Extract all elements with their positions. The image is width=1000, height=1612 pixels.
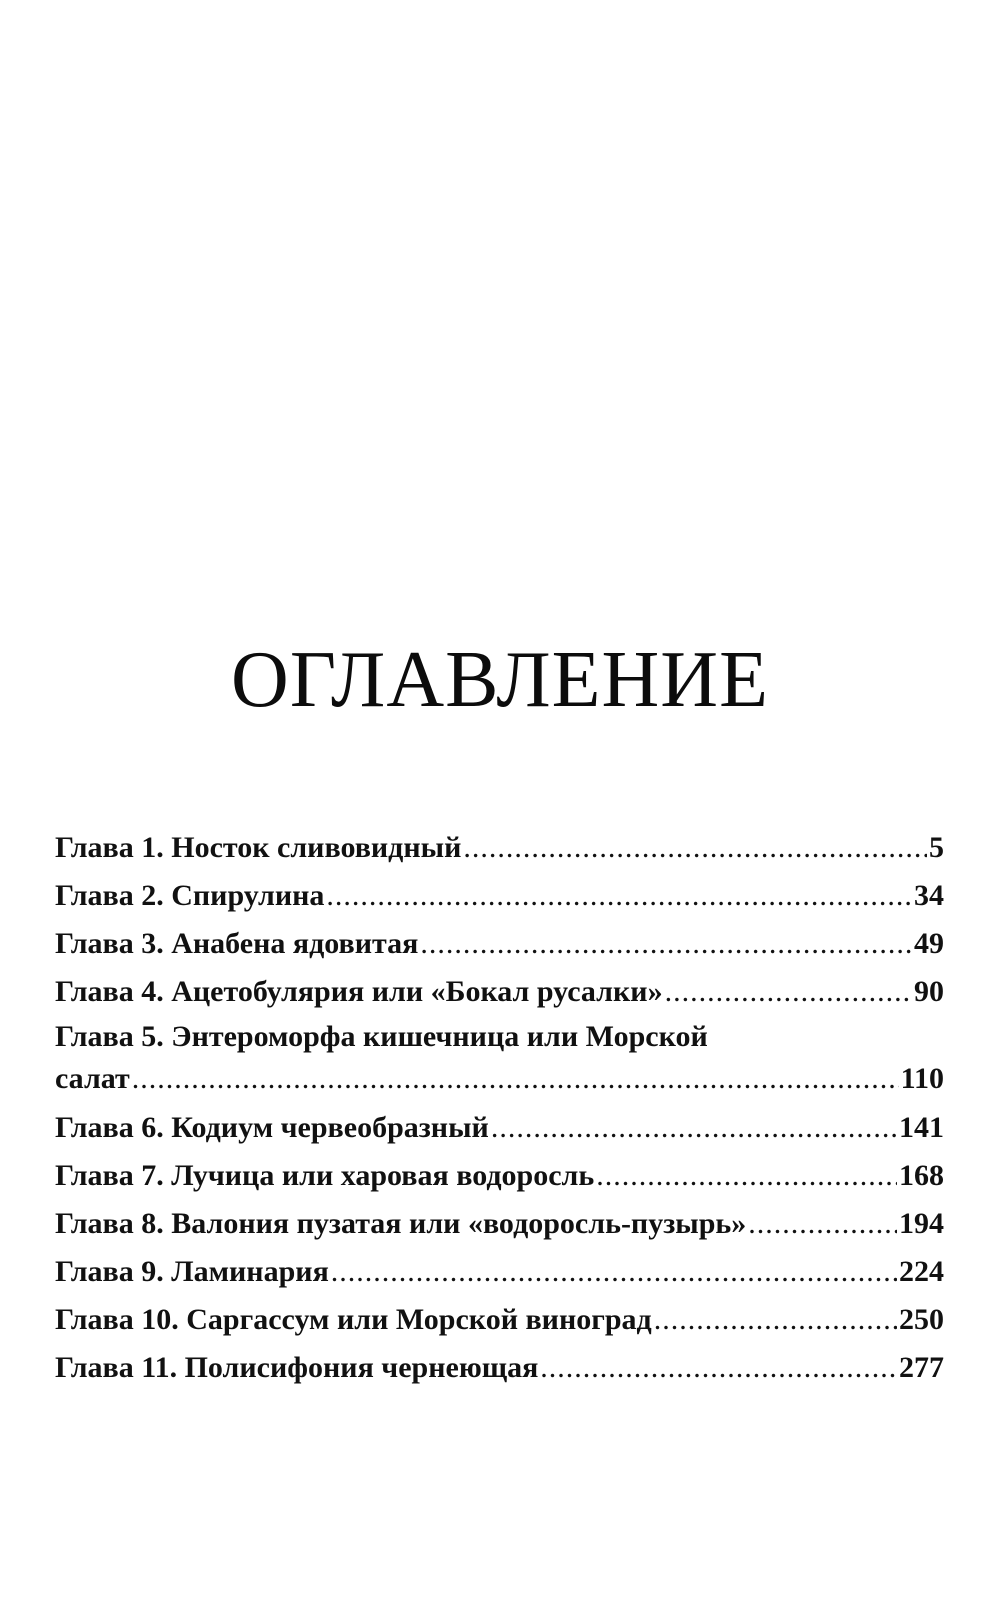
toc-list — [55, 824, 944, 1392]
toc-entry-label-line1: Глава 5. Энтероморфа кишечница или Морской — [55, 1020, 708, 1053]
toc-entry-page: 224 — [899, 1255, 944, 1288]
toc-entry-label: Глава 2. Спирулина — [55, 879, 325, 912]
dot-leader — [654, 1296, 897, 1344]
dot-leader — [132, 1058, 899, 1100]
toc-entry-chapter-2 — [55, 872, 944, 920]
toc-entry-page: 194 — [899, 1207, 944, 1240]
toc-entry-page: 5 — [929, 831, 944, 864]
toc-entry-label: Глава 6. Кодиум червеобразный — [55, 1111, 489, 1144]
toc-entry-chapter-5 — [55, 1016, 944, 1100]
toc-entry-page: 34 — [914, 879, 944, 912]
toc-entry-label: Глава 11. Полисифония чернеющая — [55, 1351, 539, 1384]
toc-entry-chapter-3 — [55, 920, 944, 968]
toc-entry-chapter-9 — [55, 1248, 944, 1296]
toc-entry-label: Глава 10. Саргассум или Морской виноград — [55, 1303, 652, 1336]
dot-leader — [491, 1104, 897, 1152]
toc-entry-page: 277 — [899, 1351, 944, 1384]
toc-entry-page: 141 — [899, 1111, 944, 1144]
toc-entry-page: 168 — [899, 1159, 944, 1192]
dot-leader — [420, 920, 912, 968]
toc-entry-chapter-11 — [55, 1344, 944, 1392]
toc-entry-label-line2: салат — [55, 1062, 130, 1095]
toc-entry-chapter-4 — [55, 968, 944, 1016]
toc-entry-label: Глава 7. Лучица или харовая водоросль — [55, 1159, 595, 1192]
toc-entry-page: 110 — [900, 1062, 944, 1095]
dot-leader — [596, 1152, 897, 1200]
toc-entry-label: Глава 1. Носток сливовидный — [55, 831, 462, 864]
toc-entry-chapter-8 — [55, 1200, 944, 1248]
toc-entry-label: Глава 8. Валония пузатая или «водоросль-пузырь» — [55, 1207, 747, 1240]
dot-leader — [463, 824, 927, 872]
dot-leader — [665, 968, 912, 1016]
toc-entry-label: Глава 9. Ламинария — [55, 1255, 329, 1288]
dot-leader — [540, 1344, 897, 1392]
dot-leader — [331, 1248, 897, 1296]
toc-entry-page: 250 — [899, 1303, 944, 1336]
toc-entry-page: 49 — [914, 927, 944, 960]
toc-entry-chapter-6 — [55, 1104, 944, 1152]
toc-title: ОГЛАВЛЕНИЕ — [231, 636, 769, 724]
toc-entry-label: Глава 4. Ацетобулярия или «Бокал русалки» — [55, 975, 663, 1008]
toc-entry-page: 90 — [914, 975, 944, 1008]
toc-entry-chapter-10 — [55, 1296, 944, 1344]
dot-leader — [326, 872, 912, 920]
dot-leader — [748, 1200, 897, 1248]
toc-entry-label: Глава 3. Анабена ядовитая — [55, 927, 419, 960]
toc-entry-chapter-1 — [55, 824, 944, 872]
toc-entry-chapter-7 — [55, 1152, 944, 1200]
